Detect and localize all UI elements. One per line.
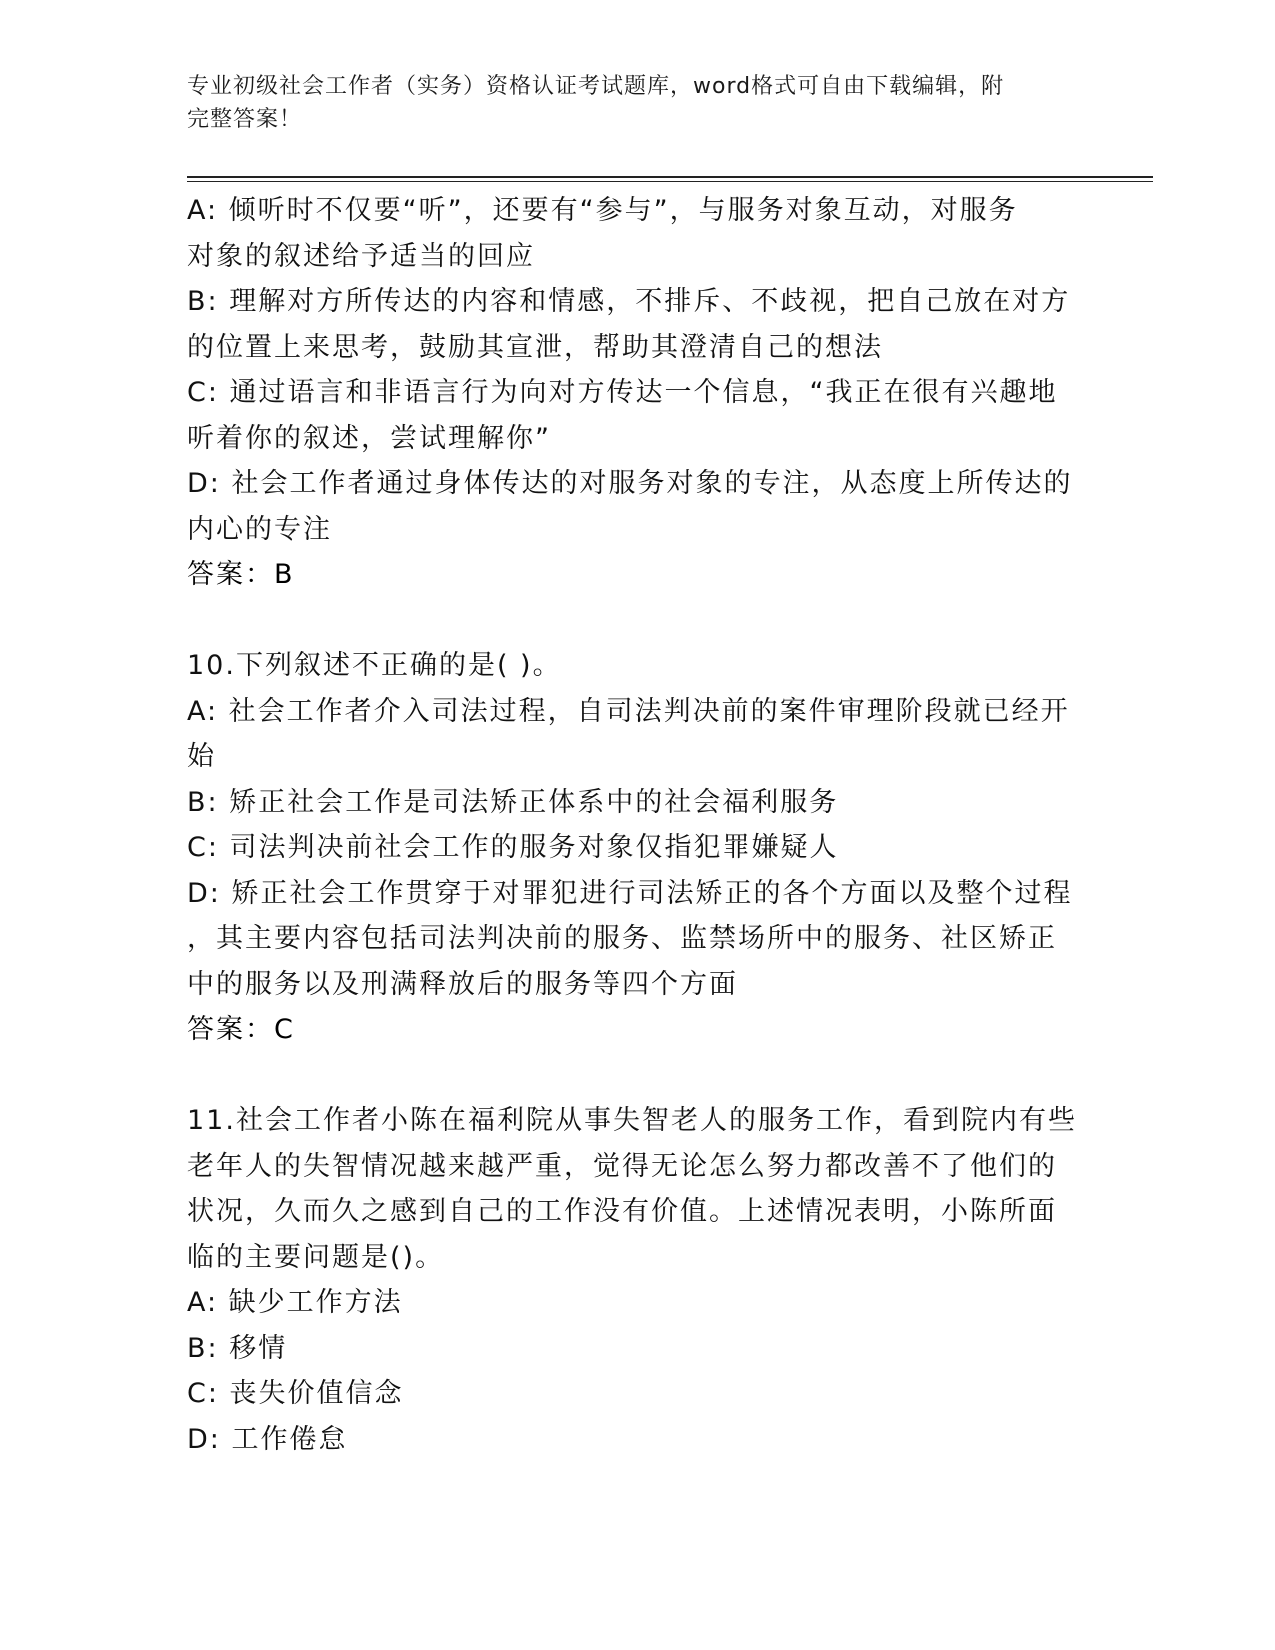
- header-title-line-1: 专业初级社会工作者（实务）资格认证考试题库，word格式可自由下载编辑，附: [187, 74, 1005, 99]
- option-line: A: 倾听时不仅要“听”，还要有“参与”，与服务对象互动，对服务: [187, 195, 1018, 226]
- spacer: [187, 598, 1067, 644]
- spacer: [187, 1053, 1067, 1099]
- option-line: 中的服务以及刑满释放后的服务等四个方面: [187, 968, 738, 1000]
- option-line: ，其主要内容包括司法判决前的服务、监禁场所中的服务、社区矫正: [187, 923, 1057, 954]
- option-line: 听着你的叙述，尝试理解你”: [187, 422, 551, 454]
- question-line: 老年人的失智情况越来越严重，觉得无论怎么努力都改善不了他们的: [187, 1150, 1057, 1182]
- question-line: 11.社会工作者小陈在福利院从事失智老人的服务工作，看到院内有些: [187, 1105, 1077, 1136]
- question-10-option-a: [187, 689, 1070, 780]
- question-11-option-b: B: 移情: [187, 1332, 288, 1364]
- option-line: D: 矫正社会工作贯穿于对罪犯进行司法矫正的各个方面以及整个过程: [187, 877, 1073, 909]
- option-line: 的位置上来思考，鼓励其宣泄，帮助其澄清自己的想法: [187, 331, 883, 363]
- question-10-options: [187, 689, 1073, 1008]
- question-10-text: 10.下列叙述不正确的是( )。: [187, 650, 562, 681]
- option-line: B: 矫正社会工作是司法矫正体系中的社会福利服务: [187, 786, 839, 818]
- question-11-option-d: D: 工作倦怠: [187, 1423, 348, 1455]
- option-line: B: 理解对方所传达的内容和情感，不排斥、不歧视，把自己放在对方: [187, 286, 1071, 317]
- header-title-line-2: 完整答案！: [187, 107, 303, 132]
- question-10-option-d: [187, 871, 1073, 1008]
- question-9-answer: 答案：B: [187, 559, 295, 590]
- question-9-options: [187, 188, 1073, 552]
- document-body: [187, 188, 1077, 1462]
- question-line: 临的主要问题是()。: [187, 1241, 445, 1273]
- question-11-options: [187, 1280, 1067, 1462]
- question-9-option-c: [187, 370, 1067, 461]
- header-divider-thick: [187, 176, 1153, 178]
- option-line: C: 司法判决前社会工作的服务对象仅指犯罪嫌疑人: [187, 832, 839, 863]
- question-9-option-d: [187, 461, 1073, 552]
- question-11-option-c: C: 丧失价值信念: [187, 1378, 404, 1409]
- question-line: 状况，久而久之感到自己的工作没有价值。上述情况表明，小陈所面: [187, 1196, 1057, 1227]
- question-11-text: [187, 1098, 1077, 1280]
- question-10-answer: 答案：C: [187, 1014, 295, 1045]
- option-line: 内心的专注: [187, 513, 332, 545]
- option-line: A: 社会工作者介入司法过程，自司法判决前的案件审理阶段就已经开: [187, 695, 1070, 727]
- option-line: C: 通过语言和非语言行为向对方传达一个信息，“我正在很有兴趣地: [187, 377, 1058, 408]
- question-10-option-c: [187, 825, 1067, 871]
- header-divider-thin: [187, 181, 1153, 182]
- option-line: D: 社会工作者通过身体传达的对服务对象的专注，从态度上所传达的: [187, 468, 1073, 499]
- question-9-option-b: [187, 279, 1071, 370]
- option-line: 始: [187, 741, 216, 772]
- document-header: [187, 70, 1067, 136]
- question-11-option-a: A: 缺少工作方法: [187, 1287, 403, 1318]
- option-line: 对象的叙述给予适当的回应: [187, 240, 535, 272]
- question-9-option-a: [187, 188, 1067, 279]
- question-10-option-b: [187, 780, 1067, 826]
